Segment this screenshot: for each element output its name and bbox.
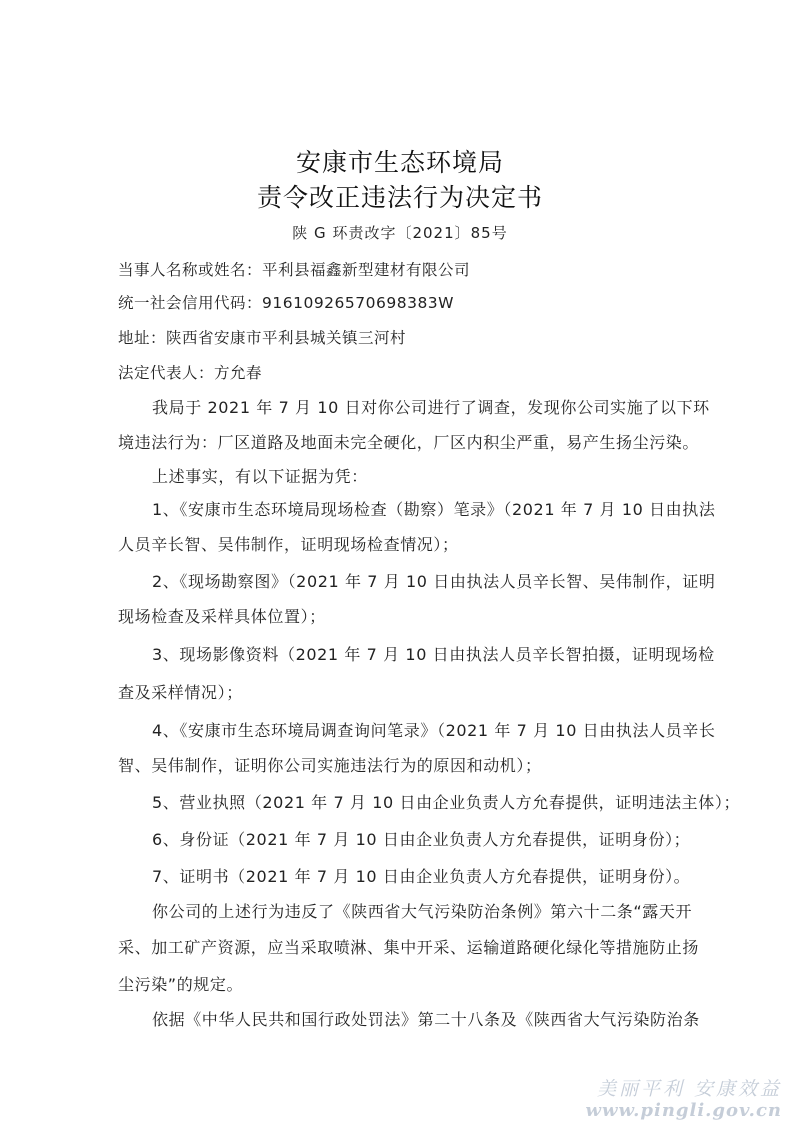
document-number: 陕 G 环责改字〔2021〕85号 <box>292 224 508 242</box>
body-line: 查及采样情况）； <box>118 683 243 702</box>
party-name-row <box>118 258 470 280</box>
watermark-slogan: 美丽平利 安康效益 <box>596 1078 782 1100</box>
address-value: 陕西省安康市平利县城关镇三河村 <box>166 329 407 347</box>
party-name-value: 平利县福鑫新型建材有限公司 <box>262 261 471 279</box>
body-line: 我局于 2021 年 7 月 10 日对你公司进行了调查，发现你公司实施了以下环 <box>152 398 710 417</box>
credit-code-label: 统一社会信用代码： <box>118 294 263 312</box>
watermark-url: www.pingli.gov.cn <box>585 1100 782 1121</box>
body-line: 依据《中华人民共和国行政处罚法》第二十八条及《陕西省大气污染防治条 <box>152 1010 700 1029</box>
body-line: 人员辛长智、吴伟制作，证明现场检查情况）； <box>118 535 459 554</box>
body-line: 智、吴伟制作，证明你公司实施违法行为的原因和动机）； <box>118 756 542 775</box>
body-line: 你公司的上述行为违反了《陕西省大气污染防治条例》第六十二条“露天开 <box>152 902 693 921</box>
legal-rep-value: 方允春 <box>214 364 263 382</box>
evidence-item: 1、《安康市生态环境局现场检查（勘察）笔录》（2021 年 7 月 10 日由执法 <box>152 500 716 519</box>
party-name-label: 当事人名称或姓名： <box>118 261 263 279</box>
address-label: 地址： <box>118 329 167 347</box>
address-row <box>118 326 406 348</box>
body-line: 尘污染”的规定。 <box>118 975 244 994</box>
evidence-item: 3、现场影像资料（2021 年 7 月 10 日由执法人员辛长智拍摄，证明现场检 <box>152 645 715 664</box>
evidence-item: 6、身份证（2021 年 7 月 10 日由企业负责人方允春提供，证明身份）； <box>152 830 691 849</box>
legal-rep-label: 法定代表人： <box>118 364 215 382</box>
legal-rep-row <box>118 361 262 383</box>
evidence-item: 5、营业执照（2021 年 7 月 10 日由企业负责人方允春提供，证明违法主体）； <box>152 793 741 812</box>
body-line: 境违法行为：厂区道路及地面未完全硬化，厂区内积尘严重，易产生扬尘污染。 <box>118 433 700 452</box>
evidence-item: 2、《现场勘察图》（2021 年 7 月 10 日由执法人员辛长智、吴伟制作，证明 <box>152 572 716 591</box>
evidence-item: 4、《安康市生态环境局调查询问笔录》（2021 年 7 月 10 日由执法人员辛长 <box>152 721 716 740</box>
document-title: 安康市生态环境局 <box>295 148 504 177</box>
document-subtitle: 责令改正违法行为决定书 <box>256 183 543 212</box>
evidence-item: 7、证明书（2021 年 7 月 10 日由企业负责人方允春提供，证明身份）。 <box>152 867 691 886</box>
body-line: 采、加工矿产资源，应当采取喷淋、集中开采、运输道路硬化绿化等措施防止扬 <box>118 938 700 957</box>
credit-code-row <box>118 291 454 313</box>
body-line: 上述事实，有以下证据为凭： <box>152 467 368 486</box>
credit-code-value: 91610926570698383W <box>262 294 454 312</box>
body-line: 现场检查及采样具体位置）； <box>118 607 326 626</box>
